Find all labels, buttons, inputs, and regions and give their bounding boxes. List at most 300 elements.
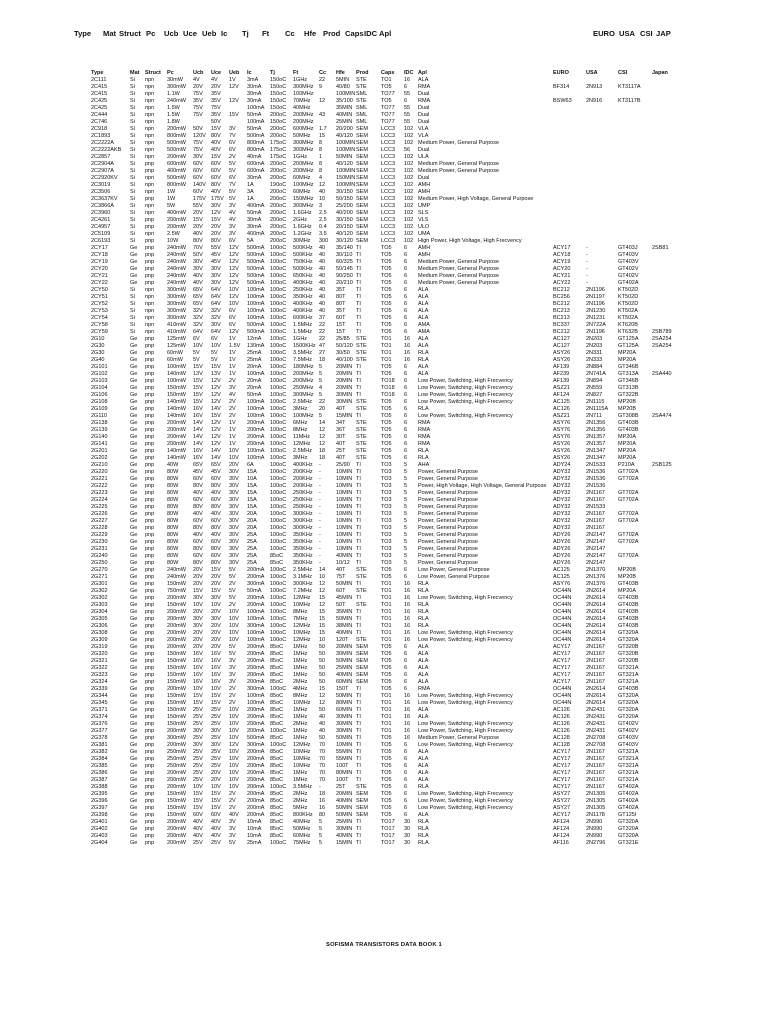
cell-uce: 80V: [211, 238, 221, 244]
cell-struct: npn: [145, 140, 155, 146]
cell-ucb: 15V: [193, 588, 203, 594]
cell-ic: 200mA: [247, 784, 265, 790]
cell-prod: TI: [356, 329, 361, 335]
cell-apl: Low Power, Switching, High Frecvency: [418, 693, 513, 699]
cell-pc: 410mW: [167, 322, 186, 328]
table-row: [0, 588, 768, 595]
cell-ucb: 65V: [193, 301, 203, 307]
cell-pc: 80W: [167, 504, 179, 510]
cell-apl: Power, General Purpose: [418, 560, 478, 566]
cell-cc: 18: [319, 357, 326, 363]
cell-uce: 20V: [211, 224, 221, 230]
cell-ft: 200KHz: [293, 476, 313, 482]
cell-euro: ACY17: [553, 672, 571, 678]
cell-type: 2C746: [91, 119, 108, 125]
cell-caps: TO1: [381, 700, 392, 706]
cell-caps: TO5: [381, 805, 392, 811]
cell-ic: 500mA: [247, 322, 265, 328]
cell-ic: 500mA: [247, 266, 265, 272]
cell-caps: TO5: [381, 658, 392, 664]
cell-ucb: 32V: [193, 322, 203, 328]
cell-prod: STE: [356, 441, 367, 447]
cell-uce: 15V: [211, 791, 221, 797]
cell-type: 2G388: [91, 784, 108, 790]
cell-type: 2G227: [91, 518, 108, 524]
cell-prod: TI: [356, 756, 361, 762]
cell-prod: TI: [356, 532, 361, 538]
cell-csi: GT402V: [618, 266, 639, 272]
cell-pc: 200mW: [167, 742, 186, 748]
cell-ft: 30MHz: [293, 238, 311, 244]
cell-ucb: 14V: [193, 434, 203, 440]
cell-ft: 1.5MHz: [293, 329, 312, 335]
cell-ic: 100mA: [247, 455, 265, 461]
cell-ft: 200MHz: [293, 112, 314, 118]
cell-cc: 43: [319, 112, 326, 118]
cell-ft: 300MHz: [293, 140, 314, 146]
cell-type: 2CY51: [91, 294, 108, 300]
cell-cc: 14: [319, 420, 326, 426]
cell-caps: TO5: [381, 322, 392, 328]
col-usa: USA: [586, 70, 598, 76]
cell-ucb: 65V: [193, 294, 203, 300]
cell-cc: 8: [319, 140, 323, 146]
cell-struct: pnp: [145, 364, 155, 370]
cell-struct: pnp: [145, 252, 155, 258]
cell-ic: 1A: [247, 196, 254, 202]
cell-pc: 80W: [167, 560, 179, 566]
cell-apl: AMA: [418, 322, 430, 328]
cell-euro: ASY76: [553, 581, 571, 587]
cell-struct: pnp: [145, 217, 155, 223]
cell-idc: 30: [404, 819, 411, 825]
cell-uce: 15V: [211, 700, 221, 706]
cell-usa: 2N1167: [586, 749, 605, 755]
cell-ucb: 60V: [193, 497, 203, 503]
cell-uce: 30V: [211, 595, 221, 601]
cell-ic: 200mA: [247, 805, 265, 811]
cell-hfe: 36T: [336, 427, 346, 433]
cell-ic: 100mA: [247, 308, 265, 314]
cell-struct: pnp: [145, 763, 155, 769]
hdr-caps: Caps: [345, 29, 364, 38]
cell-euro: AC126: [553, 721, 570, 727]
cell-hfe: 60/325: [336, 259, 353, 265]
cell-struct: pnp: [145, 700, 155, 706]
cell-ueb: 12V: [229, 252, 239, 258]
cell-pc: 500mW: [167, 140, 186, 146]
cell-apl: Power, High Voltage, High Voltage, General Purpose: [418, 483, 547, 489]
cell-idc: 16: [404, 693, 411, 699]
cell-hfe: 40/120: [336, 133, 353, 139]
cell-prod: TI: [356, 497, 361, 503]
cell-caps: TO3: [381, 532, 392, 538]
cell-type: 2G30: [91, 350, 105, 356]
cell-idc: 6: [404, 280, 408, 286]
cell-mat: Ge: [130, 490, 138, 496]
table-row: [0, 406, 768, 413]
cell-ic: 100mA: [247, 371, 265, 377]
cell-type: 2G270: [91, 567, 108, 573]
cell-idc: 6: [404, 287, 408, 293]
cell-apl: AMH: [418, 182, 431, 188]
cell-type: 2G323: [91, 672, 108, 678]
cell-mat: Ge: [130, 749, 138, 755]
cell-tj: 100oC: [270, 784, 287, 790]
cell-mat: Ge: [130, 350, 138, 356]
cell-ft: 200MHz: [293, 119, 314, 125]
cell-csi: GT320A: [618, 714, 639, 720]
cell-caps: TO5: [381, 770, 392, 776]
cell-ic: 200mA: [247, 574, 265, 580]
cell-ft: 75MHz: [293, 840, 311, 846]
cell-ft: 1MHz: [293, 735, 308, 741]
cell-ueb: 5V: [229, 574, 236, 580]
cell-uce: 80V: [211, 560, 221, 566]
cell-caps: LCC3: [381, 133, 396, 139]
cell-ft: 12MHz: [293, 637, 311, 643]
cell-ic: 200mA: [247, 777, 265, 783]
cell-ueb: 5V: [229, 595, 236, 601]
cell-usa: 2N1356: [586, 420, 606, 426]
cell-mat: Ge: [130, 819, 138, 825]
cell-struct: pnp: [145, 413, 155, 419]
cell-mat: Ge: [130, 735, 138, 741]
cell-hfe: 40T: [336, 455, 346, 461]
cell-uce: 20V: [211, 609, 221, 615]
cell-hfe: 25/90: [336, 462, 350, 468]
cell-tj: 85oC: [270, 658, 284, 664]
table-row: [0, 756, 768, 763]
cell-ueb: 2V: [229, 406, 236, 412]
cell-euro: OC44N: [553, 700, 572, 706]
cell-ueb: 12V: [229, 273, 239, 279]
cell-prod: TI: [356, 581, 361, 587]
cell-ucb: 30V: [193, 623, 203, 629]
cell-uce: 20V: [211, 770, 221, 776]
cell-type: 2G302: [91, 595, 108, 601]
cell-hfe: 60T: [336, 588, 346, 594]
cell-prod: STE: [356, 637, 367, 643]
cell-ueb: 10V: [229, 623, 239, 629]
cell-ucb: 60V: [193, 168, 203, 174]
cell-csi: GT403J: [618, 245, 638, 251]
cell-struct: pnp: [145, 469, 155, 475]
cell-struct: pnp: [145, 238, 155, 244]
table-row: [0, 273, 768, 280]
cell-ucb: 14V: [193, 427, 203, 433]
cell-uce: 12V: [211, 434, 221, 440]
cell-ucb: 65V: [193, 462, 203, 468]
table-row: [0, 476, 768, 483]
cell-apl: Medium Power, General Purpose: [418, 280, 500, 286]
cell-ueb: 2V: [229, 378, 236, 384]
cell-uce: 16V: [211, 665, 221, 671]
cell-usa: 2N2147: [586, 539, 606, 545]
cell-csi: GT320B: [618, 658, 639, 664]
cell-uce: 12V: [211, 441, 221, 447]
cell-euro: OC44N: [553, 595, 572, 601]
cell-ucb: 80V: [193, 546, 203, 552]
cell-usa: 2N559: [586, 385, 603, 391]
cell-ic: 50mA: [247, 588, 262, 594]
cell-ucb: 20V: [193, 210, 203, 216]
cell-pc: 240mW: [167, 259, 186, 265]
cell-ucb: 14V: [193, 420, 203, 426]
cell-prod: SEM: [356, 651, 368, 657]
cell-euro: OC44N: [553, 623, 572, 629]
cell-idc: 55: [404, 105, 411, 111]
cell-prod: SEM: [356, 791, 368, 797]
cell-ucb: 10V: [193, 686, 203, 692]
cell-caps: TO5: [381, 448, 392, 454]
cell-usa: 2N2147: [586, 560, 606, 566]
cell-ft: 60MHz: [293, 189, 311, 195]
cell-usa: 2N2431: [586, 728, 606, 734]
cell-hfe: 20MIN: [336, 371, 353, 377]
cell-caps: LCC3: [381, 147, 396, 153]
cell-struct: pnp: [145, 728, 155, 734]
cell-ic: 500mA: [247, 273, 265, 279]
cell-ft: 1MHz: [293, 665, 308, 671]
cell-struct: npn: [145, 126, 155, 132]
cell-type: 2C5109: [91, 231, 111, 237]
cell-hfe: 100MIN: [336, 182, 356, 188]
cell-ucb: 15V: [193, 392, 203, 398]
cell-type: 2G395: [91, 791, 108, 797]
cell-cc: 16: [319, 805, 326, 811]
cell-type: 2CY19: [91, 259, 108, 265]
cell-tj: 100oC: [270, 581, 287, 587]
cell-prod: SEM: [356, 224, 368, 230]
cell-ucb: 15V: [193, 364, 203, 370]
cell-caps: TO3: [381, 469, 392, 475]
cell-struct: npn: [145, 91, 155, 97]
cell-ucb: 16V: [193, 448, 203, 454]
cell-type: 2G378: [91, 735, 108, 741]
cell-uce: 30V: [211, 280, 221, 286]
cell-usa: 2N331: [586, 350, 603, 356]
cell-apl: Power, General Purpose: [418, 490, 478, 496]
cell-apl: ALA: [418, 672, 429, 678]
cell-idc: 16: [404, 588, 411, 594]
cell-csi: GT702A: [618, 490, 639, 496]
cell-pc: 240mW: [167, 266, 186, 272]
cell-idc: 6: [404, 672, 408, 678]
cell-apl: ALA: [418, 707, 429, 713]
cell-euro: AC125: [553, 574, 570, 580]
cell-idc: 102: [404, 231, 414, 237]
cell-ic: 200mA: [247, 602, 265, 608]
cell-hfe: 100MIN: [336, 168, 356, 174]
cell-idc: 6: [404, 378, 408, 384]
cell-struct: pnp: [145, 826, 155, 832]
cell-ueb: 30V: [229, 483, 239, 489]
cell-cc: 5: [319, 819, 323, 825]
cell-ueb: 3V: [229, 203, 236, 209]
cell-hfe: 75T: [336, 574, 346, 580]
cell-mat: Ge: [130, 483, 138, 489]
cell-uce: 60V: [211, 539, 221, 545]
cell-struct: pnp: [145, 833, 155, 839]
cell-ft: 300MHz: [293, 84, 314, 90]
cell-struct: npn: [145, 189, 155, 195]
cell-ic: 100mA: [247, 399, 265, 405]
cell-euro: BC256: [553, 294, 570, 300]
cell-type: 2G403: [91, 833, 108, 839]
cell-ueb: 1V: [229, 350, 236, 356]
cell-apl: AMH: [418, 245, 431, 251]
cell-prod: TI: [356, 266, 361, 272]
cell-pc: 300mW: [167, 315, 186, 321]
hdr-csi: CSI: [640, 29, 653, 38]
cell-caps: TO3: [381, 539, 392, 545]
cell-uce: 25V: [211, 840, 221, 846]
cell-ueb: 3V: [229, 231, 236, 237]
cell-uce: 15V: [211, 126, 221, 132]
cell-prod: TI: [356, 840, 361, 846]
cell-struct: pnp: [145, 455, 155, 461]
cell-ucb: 40V: [193, 532, 203, 538]
cell-prod: STE: [356, 77, 367, 83]
cell-mat: Ge: [130, 714, 138, 720]
cell-uce: 15V: [211, 217, 221, 223]
cell-idc: 16: [404, 343, 411, 349]
cell-usa: -: [586, 259, 588, 265]
cell-euro: AC125: [553, 399, 570, 405]
cell-tj: 100oC: [270, 504, 287, 510]
cell-usa: 2N1196: [586, 301, 605, 307]
cell-apl: RLA: [418, 826, 429, 832]
cell-caps: TO17: [381, 833, 395, 839]
cell-tj: 200oC: [270, 126, 287, 132]
hdr-ft: Ft: [262, 29, 270, 38]
cell-cc: 50: [319, 644, 326, 650]
cell-euro: AC126: [553, 728, 570, 734]
cell-struct: pnp: [145, 637, 155, 643]
cell-cc: 40: [319, 728, 326, 734]
cell-caps: TO5: [381, 679, 392, 685]
cell-csi: MP20A: [618, 441, 637, 447]
cell-struct: npn: [145, 182, 155, 188]
cell-ic: 25A: [247, 560, 257, 566]
cell-hfe: 40/120: [336, 161, 353, 167]
cell-idc: 30: [404, 826, 411, 832]
cell-tj: 85oC: [270, 777, 284, 783]
cell-usa: 2N1167: [586, 651, 605, 657]
cell-struct: pnp: [145, 546, 155, 552]
cell-usa: 2N1536: [586, 483, 606, 489]
cell-euro: BC213: [553, 308, 570, 314]
cell-prod: TI: [356, 714, 361, 720]
cell-ueb: 30V: [229, 560, 239, 566]
cell-idc: 5: [404, 469, 408, 475]
cell-idc: 6: [404, 322, 408, 328]
cell-mat: Si: [130, 154, 135, 160]
table-header-row: [0, 70, 768, 77]
cell-csi: MP20A: [618, 588, 637, 594]
cell-ucb: 15V: [193, 378, 203, 384]
cell-caps: TO5: [381, 777, 392, 783]
cell-type: 2C415: [91, 91, 108, 97]
cell-apl: Low Power, Switching, High Frecvency: [418, 413, 513, 419]
cell-ucb: 60V: [193, 553, 203, 559]
cell-hfe: 100MIN: [336, 91, 356, 97]
cell-cc: 12: [319, 588, 326, 594]
cell-csi: GT402V: [618, 728, 639, 734]
cell-csi: GT403B: [618, 623, 639, 629]
cell-hfe: 20MIN: [336, 364, 353, 370]
cell-apl: Medium Power, General Purpose: [418, 140, 500, 146]
cell-hfe: 40/100: [336, 357, 353, 363]
cell-mat: Si: [130, 294, 135, 300]
cell-ueb: 6V: [229, 147, 236, 153]
cell-tj: 100oC: [270, 630, 287, 636]
cell-prod: STE: [356, 574, 367, 580]
cell-apl: UMA: [418, 231, 431, 237]
cell-idc: 5: [404, 546, 408, 552]
cell-mat: Ge: [130, 280, 138, 286]
cell-apl: RLA: [418, 581, 429, 587]
cell-mat: Ge: [130, 245, 138, 251]
cell-cc: 8: [319, 168, 323, 174]
cell-hfe: 80MIN: [336, 770, 353, 776]
cell-type: 2G308: [91, 630, 108, 636]
cell-type: 2G322: [91, 665, 108, 671]
cell-uce: 10V: [211, 343, 221, 349]
cell-type: 2G103: [91, 378, 108, 384]
cell-hfe: 10MIN: [336, 483, 353, 489]
cell-apl: ALA: [418, 763, 429, 769]
cell-type: 2G319: [91, 644, 108, 650]
cell-mat: Ge: [130, 616, 138, 622]
cell-cc: 15: [319, 609, 326, 615]
cell-ucb: 65V: [193, 287, 203, 293]
cell-struct: pnp: [145, 784, 155, 790]
cell-csi: GT320A: [618, 630, 639, 636]
hdr-cc: Cc: [285, 29, 295, 38]
cell-type: 2G376: [91, 721, 108, 727]
cell-ft: 200MHz: [293, 168, 314, 174]
cell-euro: ASZ21: [553, 413, 570, 419]
cell-type: 2G374: [91, 714, 108, 720]
cell-ic: 50mA: [247, 112, 262, 118]
cell-tj: 150oC: [270, 91, 287, 97]
cell-ucb: 40V: [193, 819, 203, 825]
cell-ucb: 10V: [193, 602, 203, 608]
cell-hfe: 30/150: [336, 217, 353, 223]
table-row: [0, 623, 768, 630]
cell-prod: STE: [356, 602, 367, 608]
cell-csi: KT502A: [618, 315, 638, 321]
cell-pc: 80W: [167, 553, 179, 559]
cell-tj: 100oC: [270, 343, 287, 349]
cell-prod: TI: [356, 539, 361, 545]
cell-ic: 15A: [247, 497, 257, 503]
cell-prod: TI: [356, 693, 361, 699]
cell-tj: 200oC: [270, 210, 287, 216]
cell-pc: 200mW: [167, 623, 186, 629]
cell-prod: STE: [356, 455, 367, 461]
cell-mat: Ge: [130, 441, 138, 447]
cell-ucb: 20V: [193, 630, 203, 636]
cell-ueb: 3V: [229, 833, 236, 839]
cell-tj: 175oC: [270, 154, 287, 160]
cell-tj: 100oC: [270, 427, 287, 433]
cell-mat: Si: [130, 133, 135, 139]
cell-cc: 15: [319, 595, 326, 601]
cell-cc: 3: [319, 203, 323, 209]
